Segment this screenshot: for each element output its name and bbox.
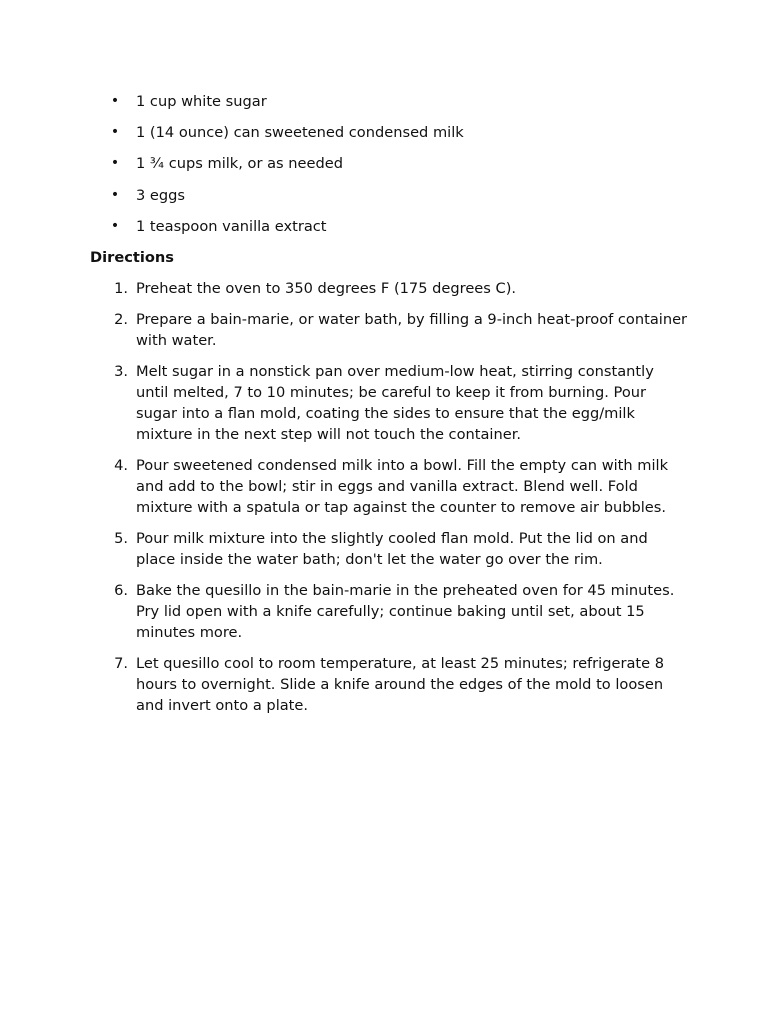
ingredient-text: 1 cup white sugar xyxy=(136,93,267,110)
bullet-icon: • xyxy=(110,217,120,234)
step-text: Prepare a bain-marie, or water bath, by filling a 9-inch heat-proof container with water. xyxy=(136,311,688,349)
ingredient-item xyxy=(90,216,690,237)
direction-step xyxy=(90,580,690,643)
step-text: Melt sugar in a nonstick pan over medium-low heat, stirring constantly until melted, 7 to 10 minutes; be careful to keep it from burning. Pour sugar into a flan mold, coating the sides to ensure that the egg/milk mixture in the next step will not touch the container. xyxy=(136,363,654,443)
ingredients-list xyxy=(90,91,690,247)
step-text: Pour sweetened condensed milk into a bowl. Fill the empty can with milk and add to the bowl; stir in eggs and vanilla extract. Blend well. Fold mixture with a spatula or tap against the counter to remove air bubbles. xyxy=(136,457,669,516)
step-number: 6. xyxy=(114,582,128,599)
bullet-icon: • xyxy=(110,93,120,109)
direction-step xyxy=(90,309,690,351)
ingredient-text: 1 (14 ounce) can sweetened condensed milk xyxy=(136,124,464,142)
step-number: 4. xyxy=(114,457,128,474)
bullet-icon: • xyxy=(110,186,120,203)
step-text: Bake the quesillo in the bain-marie in the preheated oven for 45 minutes. Pry lid open with a knife carefully; continue baking until set, about 15 minutes more. xyxy=(136,582,675,641)
step-text: Let quesillo cool to room temperature, at least 25 minutes; refrigerate 8 hours to overnight. Slide a knife around the edges of the mold to loosen and invert onto a plate. xyxy=(136,655,665,714)
ingredient-item xyxy=(90,122,690,143)
direction-step xyxy=(90,455,690,518)
step-number: 2. xyxy=(114,311,128,328)
step-number: 5. xyxy=(114,530,128,547)
direction-step xyxy=(90,528,690,570)
step-text: Pour milk mixture into the slightly cooled flan mold. Put the lid on and place inside the water bath; don't let the water go over the rim. xyxy=(136,530,648,568)
directions-list xyxy=(90,278,690,726)
step-number: 7. xyxy=(114,655,128,672)
step-number: 3. xyxy=(114,363,128,380)
direction-step xyxy=(90,278,690,299)
direction-step xyxy=(90,361,690,445)
step-text: Preheat the oven to 350 degrees F (175 degrees C). xyxy=(136,280,517,297)
step-number: 1. xyxy=(114,280,128,297)
direction-step xyxy=(90,653,690,716)
bullet-icon: • xyxy=(110,155,120,172)
bullet-icon: • xyxy=(110,124,120,141)
ingredient-text: 3 eggs xyxy=(136,186,186,204)
ingredient-text: 1 ¾ cups milk, or as needed xyxy=(136,155,344,173)
ingredient-item xyxy=(90,91,690,112)
ingredient-item xyxy=(90,153,690,174)
ingredient-item xyxy=(90,185,690,206)
ingredient-text: 1 teaspoon vanilla extract xyxy=(136,217,327,235)
directions-heading: Directions xyxy=(90,249,174,266)
